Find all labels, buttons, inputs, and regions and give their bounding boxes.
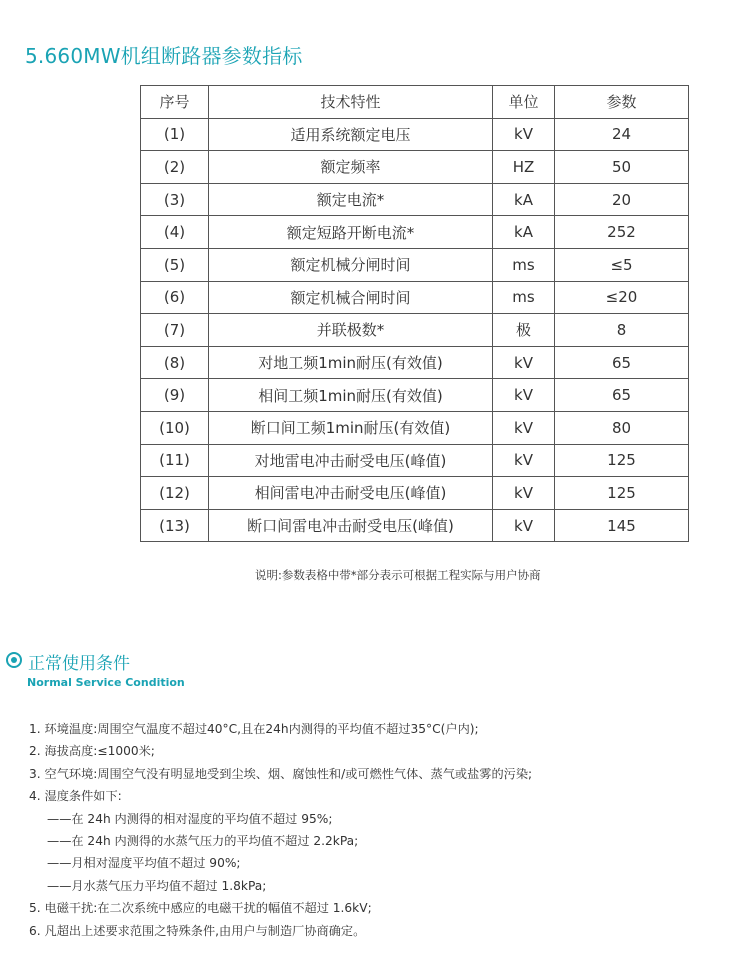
row-characteristic: 对地雷电冲击耐受电压(峰值)	[209, 444, 493, 477]
parameter-table	[140, 85, 689, 542]
row-unit: kV	[493, 379, 555, 412]
row-index: (6)	[141, 281, 209, 314]
section-subtitle: Normal Service Condition	[27, 676, 185, 689]
table-note: 说明:参数表格中带*部分表示可根据工程实际与用户协商	[255, 568, 541, 582]
table-row	[141, 281, 689, 314]
header-unit: 单位	[493, 86, 555, 119]
condition-item: 6. 凡超出上述要求范围之特殊条件,由用户与制造厂协商确定。	[29, 923, 366, 938]
row-index: (11)	[141, 444, 209, 477]
condition-subitem: ——月相对湿度平均值不超过 90%;	[47, 856, 241, 871]
header-index: 序号	[141, 86, 209, 119]
row-value: 145	[555, 509, 689, 542]
condition-item: 1. 环境温度:周围空气温度不超过40°C,且在24h内测得的平均值不超过35°C(户内);	[29, 722, 479, 736]
table-row	[141, 444, 689, 477]
row-characteristic: 断口间工频1min耐压(有效值)	[209, 411, 493, 444]
row-characteristic: 额定短路开断电流*	[209, 216, 493, 249]
section-title: 正常使用条件	[28, 654, 130, 674]
row-unit: kV	[493, 509, 555, 542]
row-unit: ms	[493, 281, 555, 314]
row-characteristic: 对地工频1min耐压(有效值)	[209, 346, 493, 379]
row-index: (7)	[141, 314, 209, 347]
table-row	[141, 379, 689, 412]
row-index: (10)	[141, 411, 209, 444]
row-unit: kV	[493, 118, 555, 151]
row-value: ≤5	[555, 248, 689, 281]
table-row	[141, 346, 689, 379]
row-value: 8	[555, 314, 689, 347]
row-value: ≤20	[555, 281, 689, 314]
row-unit: kV	[493, 477, 555, 510]
row-unit: kA	[493, 216, 555, 249]
table-row	[141, 151, 689, 184]
condition-item: 4. 湿度条件如下:	[29, 789, 122, 804]
row-index: (5)	[141, 248, 209, 281]
row-characteristic: 额定机械分闸时间	[209, 248, 493, 281]
row-index: (12)	[141, 477, 209, 510]
row-unit: kV	[493, 411, 555, 444]
page-title: 5.660MW机组断路器参数指标	[25, 44, 303, 68]
row-unit: ms	[493, 248, 555, 281]
row-index: (8)	[141, 346, 209, 379]
condition-subitem: ——在 24h 内测得的水蒸气压力的平均值不超过 2.2kPa;	[47, 834, 359, 849]
row-characteristic: 额定频率	[209, 151, 493, 184]
row-index: (1)	[141, 118, 209, 151]
condition-subitem: ——在 24h 内测得的相对湿度的平均值不超过 95%;	[47, 811, 333, 826]
row-value: 24	[555, 118, 689, 151]
row-unit: 极	[493, 314, 555, 347]
row-unit: kA	[493, 183, 555, 216]
row-value: 20	[555, 183, 689, 216]
row-value: 65	[555, 379, 689, 412]
row-unit: kV	[493, 444, 555, 477]
table-row	[141, 216, 689, 249]
row-value: 80	[555, 411, 689, 444]
row-value: 252	[555, 216, 689, 249]
row-unit: HZ	[493, 151, 555, 184]
row-index: (2)	[141, 151, 209, 184]
row-index: (3)	[141, 183, 209, 216]
header-value: 参数	[555, 86, 689, 119]
row-value: 125	[555, 477, 689, 510]
row-characteristic: 相间工频1min耐压(有效值)	[209, 379, 493, 412]
row-characteristic: 相间雷电冲击耐受电压(峰值)	[209, 477, 493, 510]
row-characteristic: 断口间雷电冲击耐受电压(峰值)	[209, 509, 493, 542]
row-characteristic: 额定机械合闸时间	[209, 281, 493, 314]
row-value: 50	[555, 151, 689, 184]
header-characteristic: 技术特性	[209, 86, 493, 119]
table-row	[141, 314, 689, 347]
table-row	[141, 477, 689, 510]
conditions-list	[29, 718, 744, 942]
table-row	[141, 118, 689, 151]
table-header-row	[141, 86, 689, 119]
table-row	[141, 183, 689, 216]
row-index: (9)	[141, 379, 209, 412]
table-row	[141, 411, 689, 444]
table-row	[141, 248, 689, 281]
table-row	[141, 509, 689, 542]
condition-item: 2. 海拔高度:≤1000米;	[29, 744, 155, 759]
condition-item: 3. 空气环境:周围空气没有明显地受到尘埃、烟、腐蚀性和/或可燃性气体、蒸气或盐雾的污染;	[29, 766, 533, 781]
condition-subitem: ——月水蒸气压力平均值不超过 1.8kPa;	[47, 878, 267, 893]
row-index: (13)	[141, 509, 209, 542]
row-characteristic: 额定电流*	[209, 183, 493, 216]
row-characteristic: 并联极数*	[209, 314, 493, 347]
condition-item: 5. 电磁干扰:在二次系统中感应的电磁干扰的幅值不超过 1.6kV;	[29, 901, 372, 916]
row-characteristic: 适用系统额定电压	[209, 118, 493, 151]
row-value: 65	[555, 346, 689, 379]
row-value: 125	[555, 444, 689, 477]
row-index: (4)	[141, 216, 209, 249]
row-unit: kV	[493, 346, 555, 379]
target-circle-icon	[6, 652, 22, 668]
